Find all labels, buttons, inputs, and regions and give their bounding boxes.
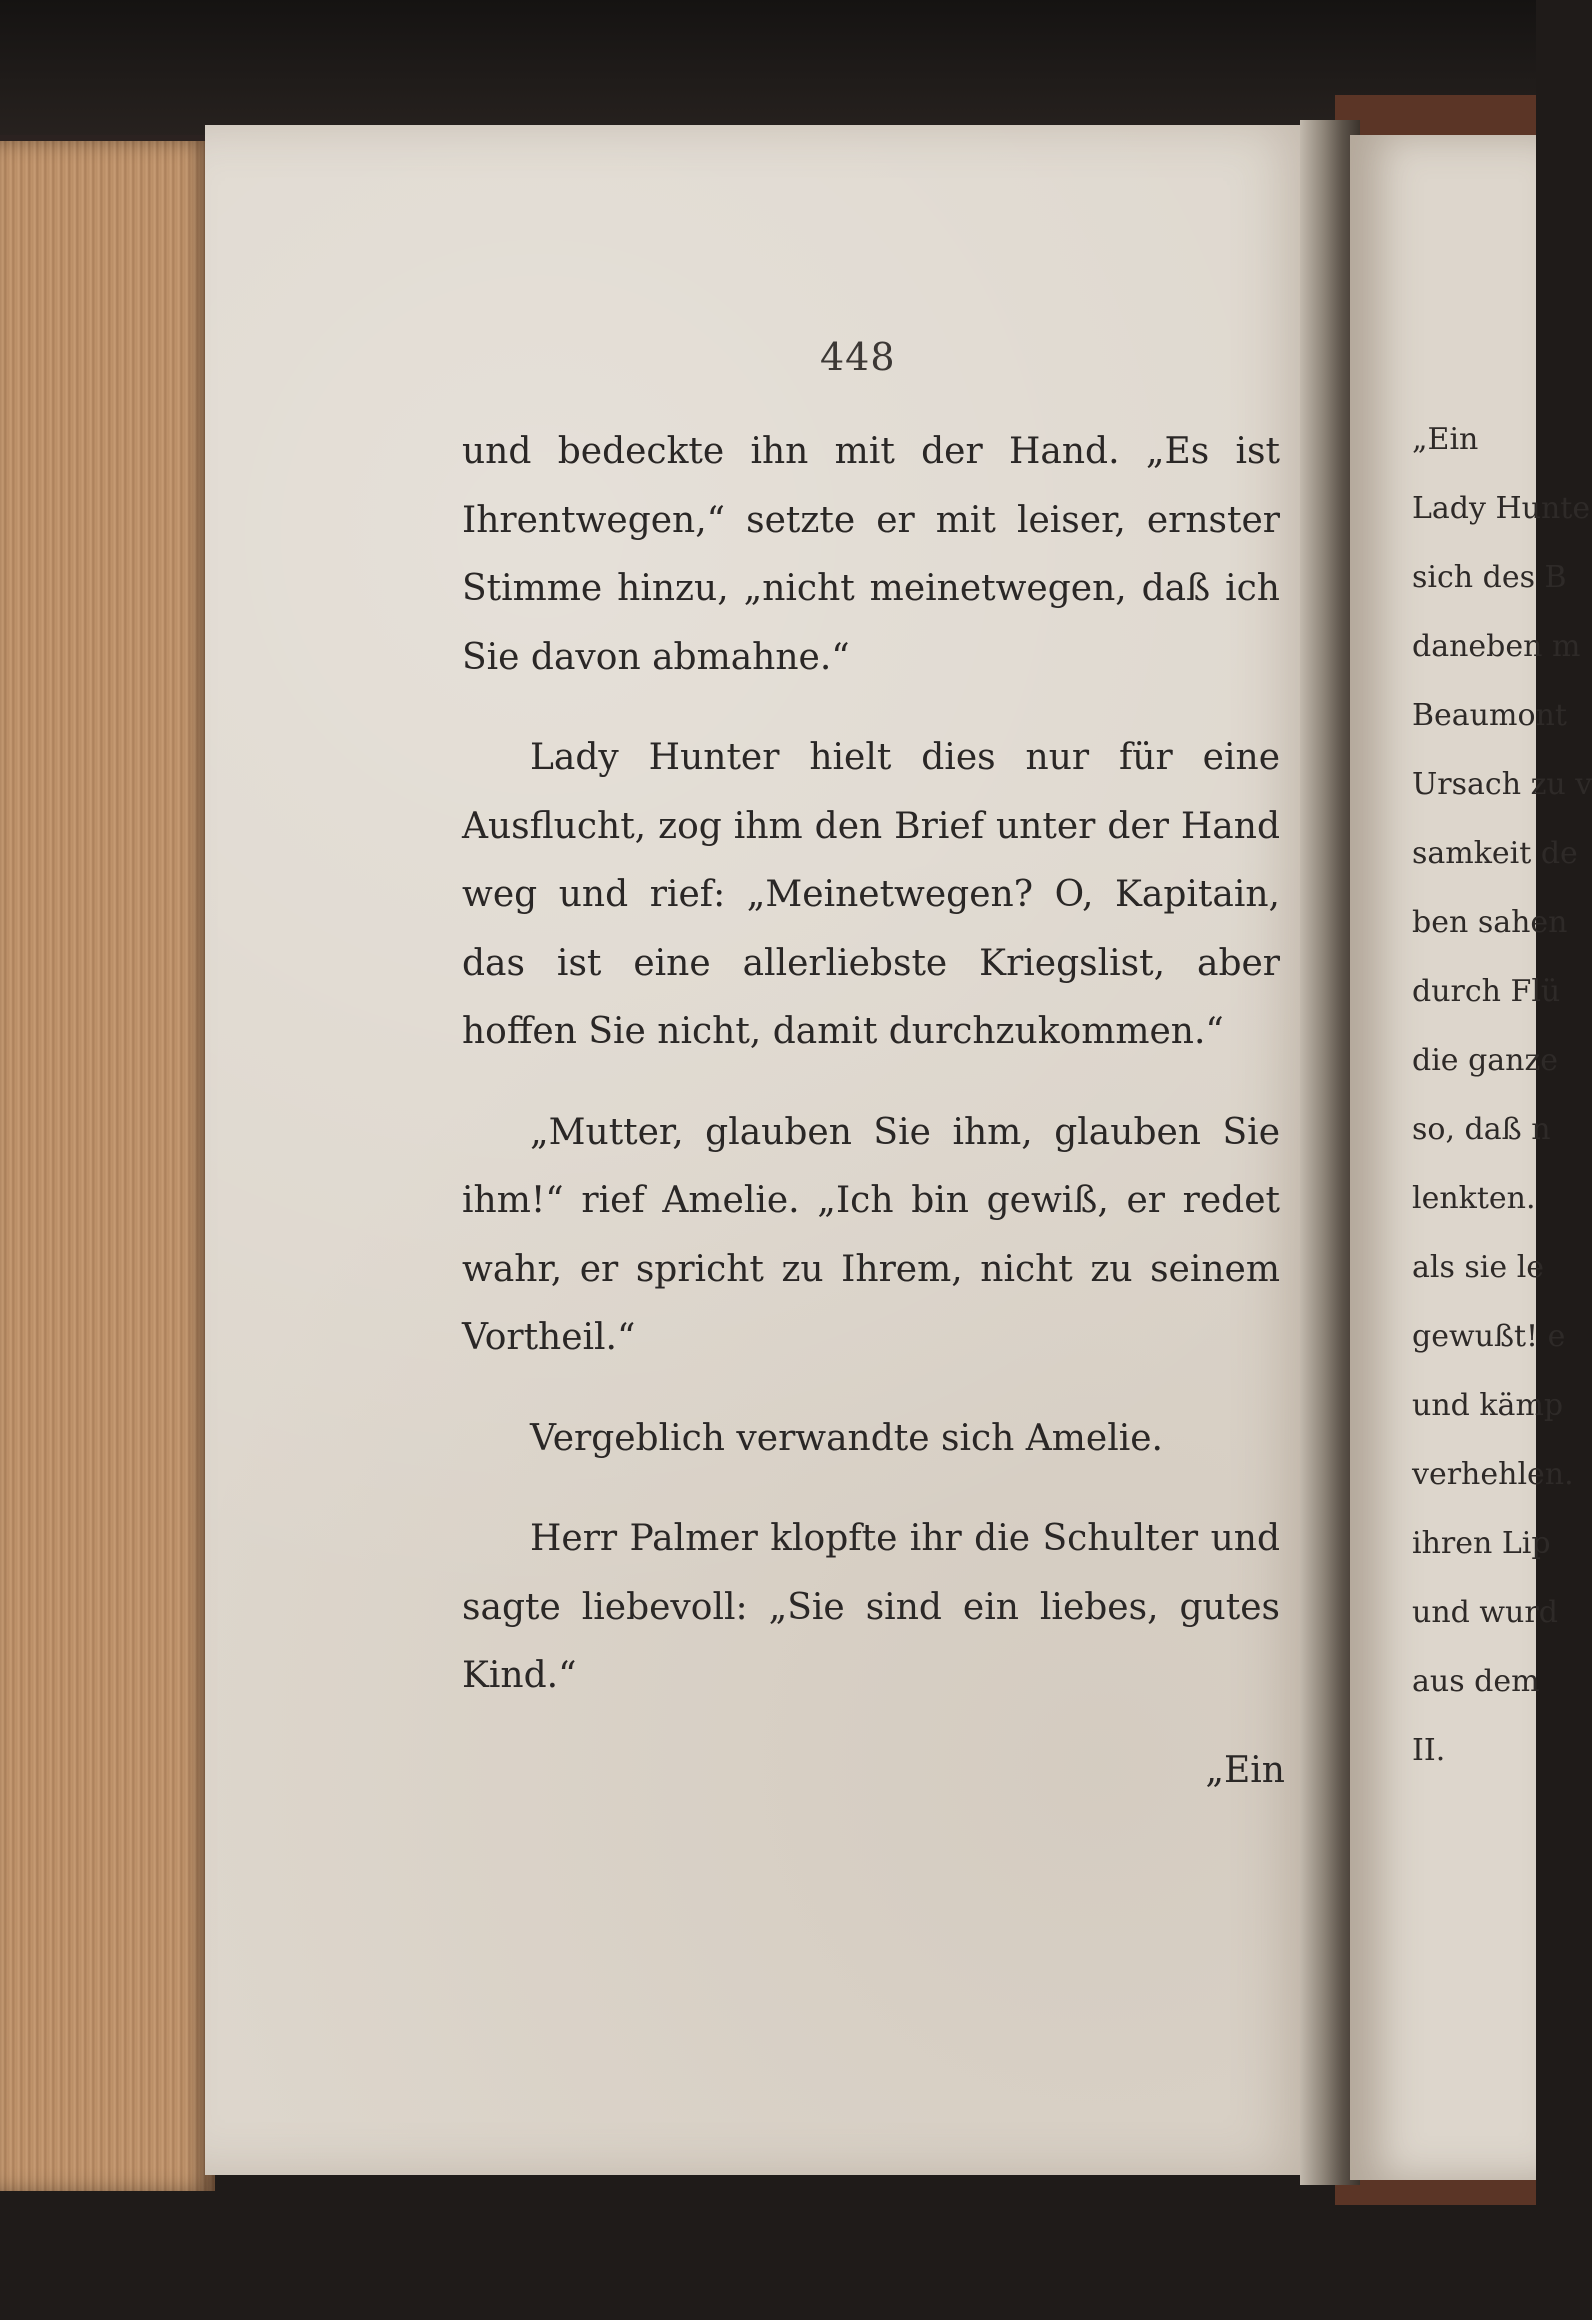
- right-page-line: die ganze: [1412, 1043, 1559, 1078]
- right-page-line: als sie le: [1412, 1250, 1545, 1285]
- right-page-line: lenkten.: [1412, 1181, 1536, 1216]
- right-page-text: [1412, 405, 1592, 1785]
- right-page-line: aus dem: [1412, 1664, 1540, 1699]
- right-page-line: Ursach zu v: [1412, 767, 1592, 802]
- right-page-line: II.: [1412, 1733, 1446, 1768]
- right-page-line: daneben m: [1412, 629, 1581, 664]
- paragraph: Herr Palmer klopfte ihr die Schulter und sagte liebevoll: „Sie sind ein liebes, gutes Kind.“: [462, 1518, 1280, 1696]
- right-page-line: „Ein: [1412, 422, 1479, 457]
- right-page-line: gewußt! e: [1412, 1319, 1566, 1354]
- right-page-line: Lady Hunte: [1412, 491, 1591, 526]
- right-page-line: durch Flü: [1412, 974, 1561, 1009]
- paragraph: Lady Hunter hielt dies nur für eine Ausflucht, zog ihm den Brief unter der Hand weg und rief: „Meinetwegen? O, Kapitain, das ist eine allerliebste Kriegslist, aber hoffen Sie nicht, damit durchzukommen.“: [462, 737, 1280, 1052]
- right-page-line: sich des B: [1412, 560, 1567, 595]
- right-page-line: ben sahen: [1412, 905, 1568, 940]
- right-page-line: verhehlen.: [1412, 1457, 1574, 1492]
- page-edges: [0, 135, 215, 2191]
- paragraph: und bedeckte ihn mit der Hand. „Es ist Ihrentwegen,“ setzte er mit leiser, ernster Stimme hinzu, „nicht meinetwegen, daß ich Sie davon abmahne.“: [462, 431, 1280, 678]
- right-page-line: ihren Lip: [1412, 1526, 1551, 1561]
- right-page-line: samkeit de: [1412, 836, 1578, 871]
- right-page-line: so, daß n: [1412, 1112, 1551, 1147]
- page-number: 448: [820, 335, 896, 379]
- right-page-line: und kämp: [1412, 1388, 1564, 1423]
- left-page-text: [462, 418, 1280, 1743]
- catchword: „Ein: [1205, 1750, 1285, 1791]
- paragraph: „Mutter, glauben Sie ihm, glauben Sie ihm!“ rief Amelie. „Ich bin gewiß, er redet wahr, er spricht zu Ihrem, nicht zu seinem Vortheil.“: [462, 1111, 1280, 1358]
- paragraph: Vergeblich verwandte sich Amelie.: [530, 1417, 1163, 1459]
- right-page-line: Beaumont: [1412, 698, 1567, 733]
- right-page-line: und wurd: [1412, 1595, 1558, 1630]
